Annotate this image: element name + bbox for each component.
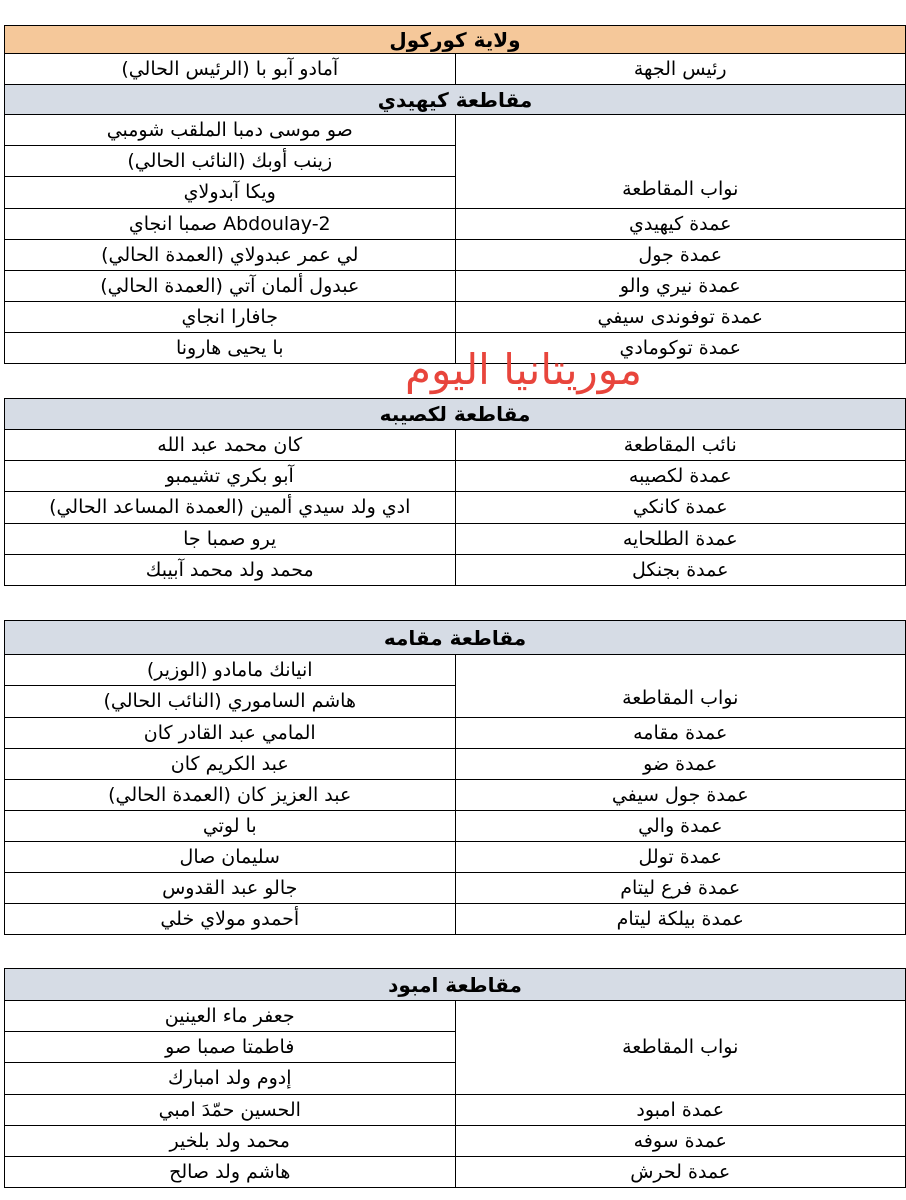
table-row [5, 904, 906, 935]
name-cell: هاشم الساموري (النائب الحالي) [5, 686, 456, 718]
table-row [5, 461, 906, 492]
table-maghama [4, 620, 906, 935]
table-row [5, 842, 906, 873]
role-cell: عمدة مقامه [455, 718, 906, 749]
name-cell: كان محمد عبد الله [5, 430, 456, 461]
role-cell: عمدة لكصيبه [455, 461, 906, 492]
table-row [5, 1157, 906, 1188]
role-cell: نواب المقاطعة [455, 115, 906, 209]
table-row [5, 209, 906, 240]
table-row [5, 430, 906, 461]
role-cell: عمدة توفوندى سيفي [455, 302, 906, 333]
role-cell: عمدة امبود [455, 1095, 906, 1126]
role-cell: عمدة ضو [455, 749, 906, 780]
table-row [5, 54, 906, 85]
role-cell: عمدة كيهيدي [455, 209, 906, 240]
table-row [5, 655, 906, 686]
role-cell: عمدة لحرش [455, 1157, 906, 1188]
name-cell: آبو بكري تشيمبو [5, 461, 456, 492]
wilaya-header-row [5, 26, 906, 54]
role-cell: عمدة بيلكة ليتام [455, 904, 906, 935]
name-cell: أحمدو مولاي خلي [5, 904, 456, 935]
table-mbout [4, 968, 906, 1188]
table-row [5, 780, 906, 811]
name-cell: جالو عبد القدوس [5, 873, 456, 904]
role-cell: نائب المقاطعة [455, 430, 906, 461]
name-cell: صو موسى دمبا الملقب شومبي [5, 115, 456, 146]
section-title: مقاطعة امبود [5, 969, 906, 1001]
table-kaedi [4, 25, 906, 364]
name-cell: يرو صمبا جا [5, 524, 456, 555]
role-cell: رئيس الجهة [455, 54, 906, 85]
name-cell: جعفر ماء العينين [5, 1001, 456, 1032]
name-cell: با يحيى هارونا [5, 333, 456, 364]
table-row [5, 524, 906, 555]
name-cell: عبد الكريم كان [5, 749, 456, 780]
name-cell: محمد ولد محمد آبيبك [5, 555, 456, 586]
name-cell: عبدول ألمان آتي (العمدة الحالي) [5, 271, 456, 302]
name-cell: عبد العزيز كان (العمدة الحالي) [5, 780, 456, 811]
table-row [5, 1001, 906, 1032]
section-title: مقاطعة مقامه [5, 621, 906, 655]
section-header-row [5, 969, 906, 1001]
name-cell: زينب أوبك (النائب الحالي) [5, 146, 456, 177]
table-row [5, 718, 906, 749]
name-cell: ادي ولد سيدي ألمين (العمدة المساعد الحالي) [5, 492, 456, 524]
name-cell: لي عمر عبدولاي (العمدة الحالي) [5, 240, 456, 271]
name-cell: انيانك مامادو (الوزير) [5, 655, 456, 686]
role-cell: عمدة تولل [455, 842, 906, 873]
role-cell: نواب المقاطعة [455, 1001, 906, 1095]
role-cell: نواب المقاطعة [455, 655, 906, 718]
name-cell: آمادو آبو با (الرئيس الحالي) [5, 54, 456, 85]
name-cell: جافارا انجاي [5, 302, 456, 333]
table-row [5, 492, 906, 524]
section-title: مقاطعة كيهيدي [5, 85, 906, 115]
name-cell: الحسين حمّدَ امبي [5, 1095, 456, 1126]
table-row [5, 240, 906, 271]
wilaya-title: ولاية كوركول [5, 26, 906, 54]
role-cell: عمدة كانكي [455, 492, 906, 524]
name-cell: هاشم ولد صالح [5, 1157, 456, 1188]
table-row [5, 873, 906, 904]
section-title: مقاطعة لكصيبه [5, 399, 906, 430]
role-cell: عمدة نيري والو [455, 271, 906, 302]
section-header-row [5, 399, 906, 430]
table-row [5, 749, 906, 780]
role-cell: عمدة بجنكل [455, 555, 906, 586]
role-cell: عمدة والي [455, 811, 906, 842]
section-header-row [5, 621, 906, 655]
table-row [5, 1095, 906, 1126]
name-cell: سليمان صال [5, 842, 456, 873]
role-cell: عمدة توكومادي [455, 333, 906, 364]
table-row [5, 115, 906, 146]
role-cell: عمدة الطلحايه [455, 524, 906, 555]
role-cell: عمدة فرع ليتام [455, 873, 906, 904]
role-cell: عمدة سوفه [455, 1126, 906, 1157]
name-cell: با لوتي [5, 811, 456, 842]
table-row [5, 271, 906, 302]
section-header-row [5, 85, 906, 115]
role-cell: عمدة جول [455, 240, 906, 271]
table-row [5, 302, 906, 333]
watermark-text: موريتانيا اليوم [405, 345, 642, 394]
name-cell: فاطمتا صمبا صو [5, 1032, 456, 1063]
name-cell: ويكا آبدولاي [5, 177, 456, 209]
table-row [5, 1126, 906, 1157]
role-cell: عمدة جول سيفي [455, 780, 906, 811]
name-cell: Abdoulay-2 صمبا انجاي [5, 209, 456, 240]
name-cell: محمد ولد بلخير [5, 1126, 456, 1157]
table-row [5, 555, 906, 586]
table-row [5, 811, 906, 842]
table-lexeiba [4, 398, 906, 586]
name-cell: المامي عبد القادر كان [5, 718, 456, 749]
name-cell: إدوم ولد امبارك [5, 1063, 456, 1095]
